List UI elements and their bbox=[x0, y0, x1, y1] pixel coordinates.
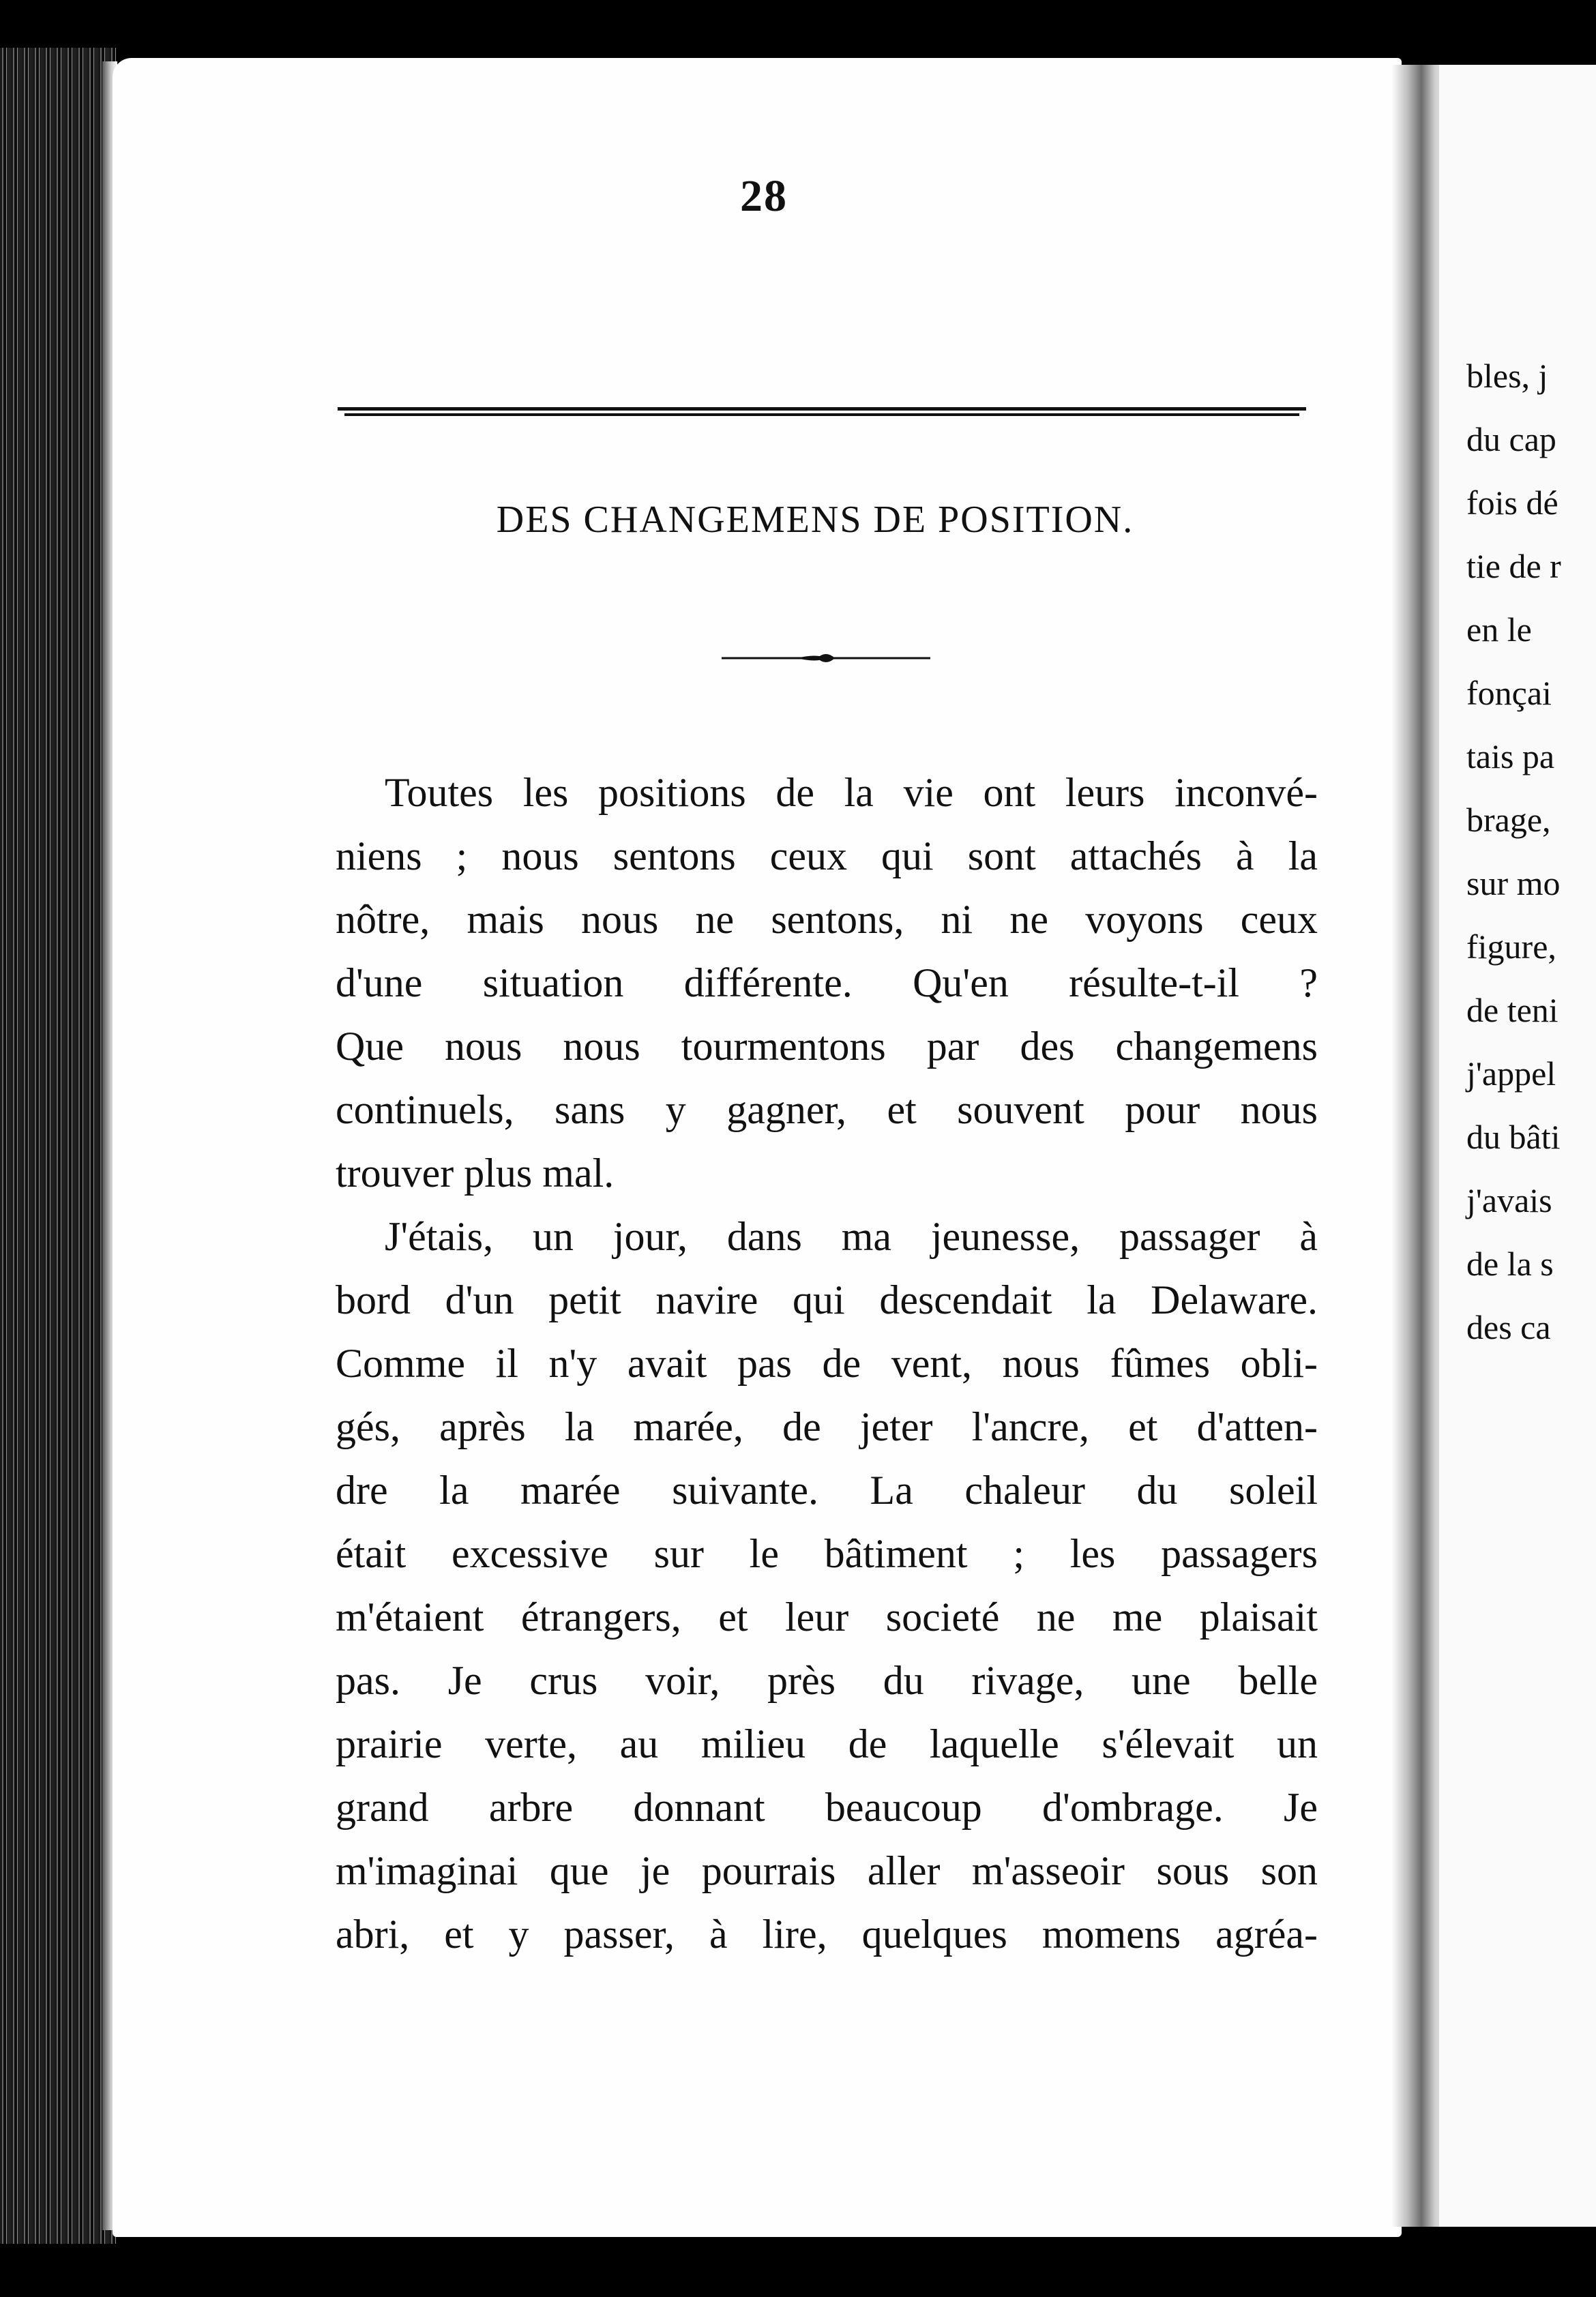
text-line: Que nous nous tourmentons par des changemens bbox=[336, 1024, 1318, 1069]
text-line: m'étaient étrangers, et leur societé ne me plaisait bbox=[336, 1595, 1318, 1640]
text-line: trouver plus mal. bbox=[336, 1151, 615, 1196]
facing-line: fois dé bbox=[1466, 484, 1558, 522]
facing-line: de teni bbox=[1466, 991, 1558, 1029]
text-line: d'une situation différente. Qu'en résulte-t-il ? bbox=[336, 960, 1318, 1005]
text-line: niens ; nous sentons ceux qui sont attachés à la bbox=[336, 833, 1318, 878]
text-line: m'imaginai que je pourrais aller m'asseoir sous son bbox=[336, 1848, 1318, 1893]
facing-line: de la s bbox=[1466, 1245, 1554, 1283]
facing-page-text bbox=[1466, 344, 1561, 1359]
facing-line: tie de r bbox=[1466, 547, 1561, 585]
text-line: continuels, sans y gagner, et souvent pour nous bbox=[336, 1087, 1318, 1132]
text-line: gés, après la marée, de jeter l'ancre, et d'atten- bbox=[336, 1404, 1318, 1449]
text-line: prairie verte, au milieu de laquelle s'élevait un bbox=[336, 1721, 1318, 1766]
facing-line: bles, j bbox=[1466, 357, 1548, 395]
header-double-rule bbox=[338, 407, 1306, 417]
facing-line: fonçai bbox=[1466, 674, 1552, 712]
facing-line: tais pa bbox=[1466, 737, 1555, 775]
body-text bbox=[336, 761, 1318, 1966]
facing-line: en le bbox=[1466, 610, 1532, 649]
text-line: dre la marée suivante. La chaleur du soleil bbox=[336, 1468, 1318, 1513]
text-line: J'étais, un jour, dans ma jeunesse, passager à bbox=[385, 1214, 1318, 1259]
facing-line: brage, bbox=[1466, 801, 1551, 839]
text-line: nôtre, mais nous ne sentons, ni ne voyons ceux bbox=[336, 897, 1318, 942]
book-gutter bbox=[1391, 65, 1446, 2227]
facing-line: du bâti bbox=[1466, 1118, 1561, 1156]
scan-bottom-border bbox=[0, 2244, 1596, 2297]
text-line: grand arbre donnant beaucoup d'ombrage. Je bbox=[336, 1785, 1318, 1830]
facing-line: du cap bbox=[1466, 420, 1556, 458]
text-line: bord d'un petit navire qui descendait la Delaware. bbox=[336, 1277, 1318, 1322]
facing-line: des ca bbox=[1466, 1308, 1551, 1346]
text-line: était excessive sur le bâtiment ; les passagers bbox=[336, 1531, 1318, 1576]
page-number: 28 bbox=[740, 171, 788, 221]
book-fore-edge bbox=[0, 48, 116, 2257]
text-line: Toutes les positions de la vie ont leurs inconvé- bbox=[385, 770, 1318, 815]
facing-line: figure, bbox=[1466, 928, 1556, 966]
text-line: abri, et y passer, à lire, quelques momens agréa- bbox=[336, 1912, 1318, 1957]
text-line: pas. Je crus voir, près du rivage, une belle bbox=[336, 1658, 1318, 1703]
facing-line: j'appel bbox=[1466, 1054, 1556, 1093]
chapter-title: DES CHANGEMENS DE POSITION. bbox=[496, 499, 1134, 541]
text-line: Comme il n'y avait pas de vent, nous fûmes obli- bbox=[336, 1341, 1318, 1386]
facing-line: sur mo bbox=[1466, 864, 1561, 902]
ornament-divider-icon bbox=[722, 648, 930, 668]
facing-line: j'avais bbox=[1466, 1181, 1552, 1219]
facing-page bbox=[1439, 65, 1596, 2227]
